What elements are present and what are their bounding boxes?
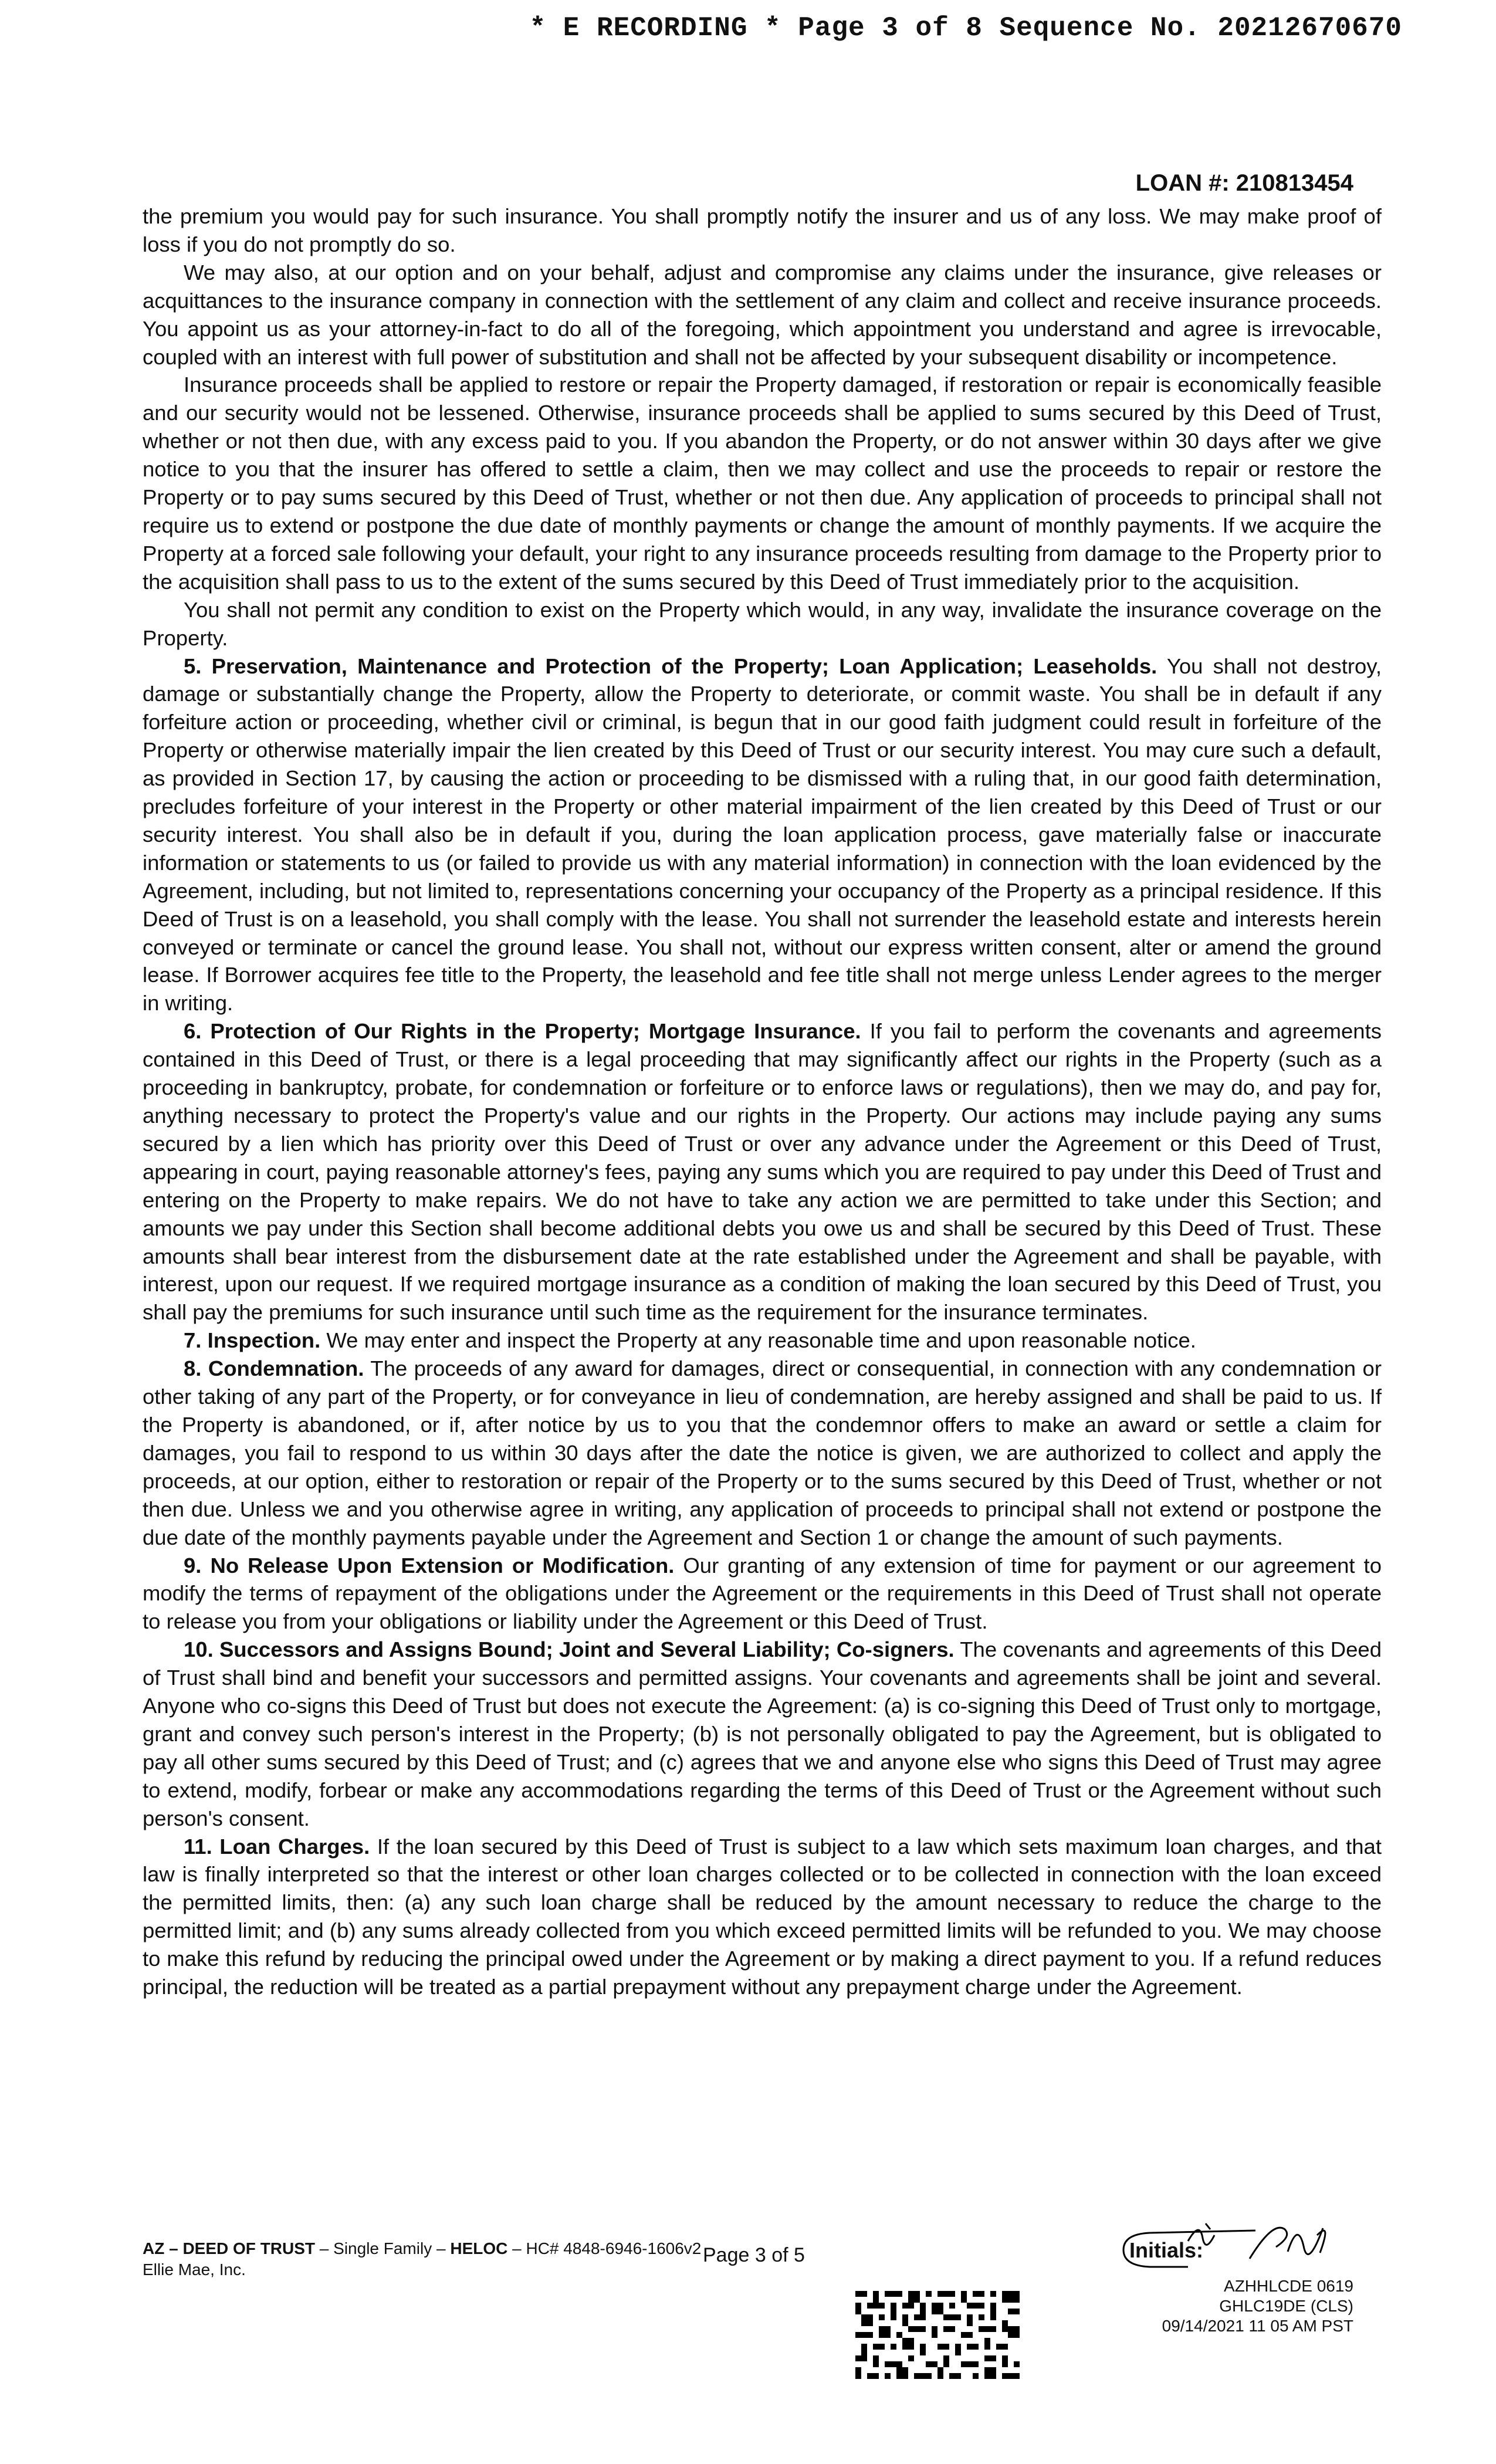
section-text: The covenants and agreements of this Deed of Trust shall bind and benefit your successors and permitted assigns. Your covenants and agreements shall be joint and several. Anyone who co-signs this Deed of Trust but does not execute the Agreement: (a) is co-signing this Deed of Trust only to mortgage, grant and convey such person's interest in the Property; (b) is not personally obligated to pay the Agreement, but is obligated to pay all other sums secured by this Deed of Trust; and (c) agrees that we and anyone else who signs this Deed of Trust may agree to extend, modify, forbear or make any accommodations regarding the terms of this Deed of Trust or the Agreement without such person's consent.: [143, 1637, 1382, 1830]
section-9: [143, 1552, 1382, 1636]
section-text: We may enter and inspect the Property at any reasonable time and upon reasonable notice.: [320, 1328, 1196, 1353]
qr-code-icon: [855, 2291, 1020, 2379]
section-heading: 9. No Release Upon Extension or Modification.: [184, 1553, 675, 1578]
section-10: [143, 1636, 1382, 1832]
section-heading: 5. Preservation, Maintenance and Protection of the Property; Loan Application; Leaseholds.: [184, 654, 1157, 678]
paragraph: We may also, at our option and on your behalf, adjust and compromise any claims under the insurance, give releases or acquittances to the insurance company in connection with the settlement of any claim and collect and receive insurance proceeds. You appoint us as your attorney-in-fact to do all of the foregoing, which appointment you understand and agree is irrevocable, coupled with an interest with full power of substitution and shall not be affected by your subsequent disability or incompetence.: [143, 260, 1382, 369]
section-text: The proceeds of any award for damages, direct or consequential, in connection with any condemnation or other taking of any part of the Property, or for conveyance in lieu of condemnation, are hereby assigned and shall be paid to us. If the Property is abandoned, or if, after notice by us to you that the condemnor offers to make an award or settle a claim for damages, you fail to respond to us within 30 days after the date the notice is given, we are authorized to collect and apply the proceeds, at our option, either to restoration or repair of the Property or to the sums secured by this Deed of Trust, whether or not then due. Unless we and you otherwise agree in writing, any application of proceeds to principal shall not extend or postpone the due date of the monthly payments payable under the Agreement and Section 1 or change the amount of such payments.: [143, 1356, 1382, 1549]
section-text: If you fail to perform the covenants and agreements contained in this Deed of Trust, or there is a legal proceeding that may significantly affect our rights in the Property (such as a proceeding in bankruptcy, probate, for condemnation or forfeiture or to enforce laws or regulations), then we may do, and pay for, anything necessary to protect the Property's value and our rights in the Property. Our actions may include paying any sums secured by a lien which has priority over this Deed of Trust or over any advance under the Agreement or this Deed of Trust, appearing in court, paying reasonable attorney's fees, paying any sums which you are required to pay under this Deed of Trust and entering on the Property to make repairs. We do not have to take any action we are permitted to take under this Section; and amounts we pay under this Section shall become additional debts you owe us and shall be secured by this Deed of Trust. These amounts shall bear interest from the disbursement date at the rate established under the Agreement and shall be payable, with interest, upon our request. If we required mortgage insurance as a condition of making the loan secured by this Deed of Trust, you shall pay the premiums for such insurance until such time as the requirement for the insurance terminates.: [143, 1019, 1382, 1325]
section-text: You shall not destroy, damage or substantially change the Property, allow the Property to deteriorate, or commit waste. You shall be in default if any forfeiture action or proceeding, whether civil or criminal, is begun that in our good faith judgment could result in forfeiture of the Property or otherwise materially impair the lien created by this Deed of Trust or our security interest. You may cure such a default, as provided in Section 17, by causing the action or proceeding to be dismissed with a ruling that, in our good faith determination, precludes forfeiture of your interest in the Property or other material impairment of the lien created by this Deed of Trust or our security interest. You shall also be in default if you, during the loan application process, gave materially false or inaccurate information or statements to us (or failed to provide us with any material information) in connection with the loan evidenced by the Agreement, including, but not limited to, representations concerning your occupancy of the Property as a principal residence. If this Deed of Trust is on a leasehold, you shall comply with the lease. You shall not surrender the leasehold estate and interests herein conveyed or terminate or cancel the ground lease. You shall not, without our express written consent, alter or amend the ground lease. If Borrower acquires fee title to the Property, the leasehold and fee title shall not merge unless Lender agrees to the merger in writing.: [143, 654, 1382, 1016]
section-11: [143, 1833, 1382, 2001]
section-text: If the loan secured by this Deed of Trust is subject to a law which sets maximum loan charges, and that law is finally interpreted so that the interest or other loan charges collected or to be collected in connection with the loan exceed the permitted limits, then: (a) any such loan charge shall be reduced by the amount necessary to reduce the charge to the permitted limit; and (b) any sums already collected from you which exceed permitted limits will be refunded to you. We may choose to make this refund by reducing the principal owed under the Agreement or by making a direct payment to you. If a refund reduces principal, the reduction will be treated as a partial prepayment without any prepayment charge under the Agreement.: [143, 1834, 1382, 1999]
form-code-2: GHLC19DE (CLS): [1219, 2297, 1353, 2315]
document-body: [143, 202, 1382, 2001]
section-heading: 8. Condemnation.: [184, 1356, 364, 1381]
loan-number: LOAN #: 210813454: [1135, 170, 1353, 196]
form-codes: [1162, 2276, 1353, 2336]
section-heading: 7. Inspection.: [184, 1328, 321, 1353]
section-text: Our granting of any extension of time for payment or our agreement to modify the terms of repayment of the obligations under the Agreement or the requirements in this Deed of Trust shall not operate to release you from your obligations or liability under the Agreement or this Deed of Trust.: [143, 1553, 1382, 1634]
initials-label: Initials:: [1129, 2238, 1204, 2262]
form-identifier: [143, 2238, 701, 2280]
recording-header: * E RECORDING * Page 3 of 8 Sequence No. 20212670670: [529, 13, 1402, 43]
paragraph: Insurance proceeds shall be applied to restore or repair the Property damaged, if restoration or repair is economically feasible and our security would not be lessened. Otherwise, insurance proceeds shall be applied to sums secured by this Deed of Trust, whether or not then due, with any excess paid to you. If you abandon the Property, or do not answer within 30 days after we give notice to you that the insurer has offered to settle a claim, then we may collect and use the proceeds to repair or restore the Property or to pay sums secured by this Deed of Trust, whether or not then due. Any application of proceeds to principal shall not require us to extend or postpone the due date of monthly payments or change the amount of monthly payments. If we acquire the Property at a forced sale following your default, your right to any insurance proceeds resulting from damage to the Property prior to the acquisition shall pass to us to the extent of the sums secured by this Deed of Trust immediately prior to the acquisition.: [143, 373, 1382, 594]
section-6: [143, 1017, 1382, 1326]
form-heloc: HELOC: [450, 2239, 508, 2257]
section-heading: 6. Protection of Our Rights in the Property; Mortgage Insurance.: [184, 1019, 861, 1044]
form-code-1: AZHHLCDE 0619: [1224, 2277, 1353, 2295]
section-heading: 10. Successors and Assigns Bound; Joint and Several Liability; Co-signers.: [184, 1637, 955, 1662]
paragraph: the premium you would pay for such insurance. You shall promptly notify the insurer and us of any loss. We may make proof of loss if you do not promptly do so.: [143, 204, 1382, 256]
section-8: [143, 1355, 1382, 1551]
form-title: [143, 2238, 701, 2259]
page-number: Page 3 of 5: [703, 2244, 805, 2266]
form-type: – Single Family –: [315, 2239, 451, 2257]
form-code: – HC# 4848-6946-1606v2: [507, 2239, 702, 2257]
paragraph: You shall not permit any condition to exist on the Property which would, in any way, invalidate the insurance coverage on the Property.: [143, 597, 1382, 650]
company-name: Ellie Mae, Inc.: [143, 2260, 246, 2279]
section-7: [143, 1326, 1382, 1355]
form-name: AZ – DEED OF TRUST: [143, 2239, 316, 2257]
section-5: [143, 652, 1382, 1018]
section-heading: 11. Loan Charges.: [184, 1834, 370, 1859]
timestamp: 09/14/2021 11 05 AM PST: [1162, 2317, 1353, 2335]
